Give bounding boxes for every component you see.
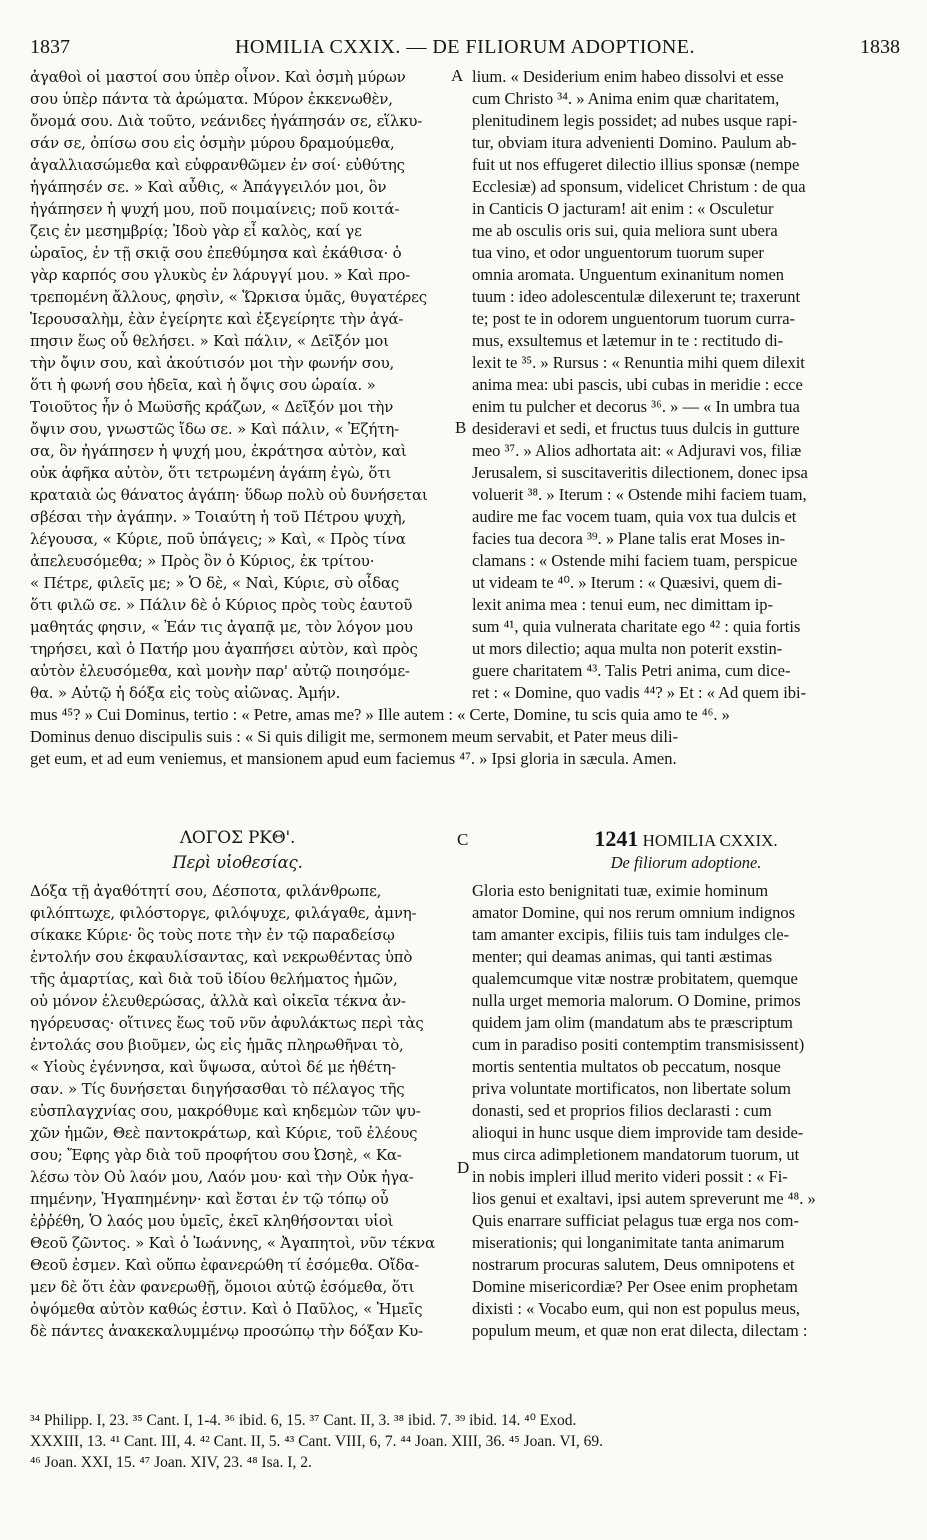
text-line: miserationis; qui longanimitate tanta animarum bbox=[472, 1233, 785, 1252]
text-line: in Canticis O jacturam! ait enim : « Osculetur bbox=[472, 199, 774, 218]
text-line: mortis sententia multatos ob peccatum, nosque bbox=[472, 1057, 781, 1076]
text-line: sum ⁴¹, quia vulnerata charitate ego ⁴² : quia fortis bbox=[472, 617, 801, 636]
text-line: ὅτι φιλῶ σε. » Πάλιν δὲ ὁ Κύριος πρὸς τοὺς ἑαυτοῦ bbox=[30, 596, 413, 614]
text-line: ἀπελευσόμεθα; » Πρὸς ὃν ὁ Κύριος, ἐκ τρίτου· bbox=[30, 552, 375, 570]
text-line: ζεις ἐν μεσημβρίᾳ; Ἰδοὺ γὰρ εἶ καλὸς, καί γε bbox=[30, 222, 362, 240]
text-line: cum in paradiso positi contemptim transmisissent) bbox=[472, 1035, 805, 1054]
text-line: ⁴⁶ Joan. XXI, 15. ⁴⁷ Joan. XIV, 23. ⁴⁸ Isa. I, 2. bbox=[30, 1454, 312, 1471]
text-line: Θεοῦ ζῶντος. » Καὶ ὁ Ἰωάννης, « Ἀγαπητοὶ, νῦν τέκνα bbox=[30, 1234, 435, 1252]
text-line: ἐντολήν σου ἐκφαυλίσαντας, καὶ νεκρωθέντας ὑπὸ bbox=[30, 948, 413, 966]
greek-section-subtitle: Περὶ υἱοθεσίας. bbox=[172, 853, 303, 872]
greek-column-body bbox=[30, 880, 445, 1342]
text-line: σίκακε Κύριε· ὃς τοὺς ποτε τὴν ἐν τῷ παραδείσῳ bbox=[30, 926, 395, 944]
text-line: quidem jam olim (mandatum abs te præscriptum bbox=[472, 1013, 793, 1032]
running-header bbox=[30, 36, 900, 64]
text-line: XXXIII, 13. ⁴¹ Cant. III, 4. ⁴² Cant. II, 5. ⁴³ Cant. VIII, 6, 7. ⁴⁴ Joan. XIII, 36. ⁴⁵ Joan. VI, 69. bbox=[30, 1433, 603, 1450]
text-line: Dominus denuo discipulis suis : « Si quis diligit me, sermonem meum servabit, et Pater meus dili- bbox=[30, 727, 679, 746]
text-line: ἀγαλλιασώμεθα καὶ εὐφρανθῶμεν ἐν σοί· εὐθύτης bbox=[30, 156, 405, 174]
text-line: mus circa adimpletionem mandatorum tuorum, ut bbox=[472, 1145, 800, 1164]
text-line: λέσω τὸν Οὐ λαόν μου, Λαόν μου· καὶ τὴν Οὐκ ἠγα- bbox=[30, 1168, 414, 1186]
text-line: ὄψιν σου, γνωστῶς ἴδω σε. » Καὶ πάλιν, « Ἐζήτη- bbox=[30, 420, 399, 438]
text-line: ἐῤῥέθη, Ὁ λαός μου ὑμεῖς, ἐκεῖ κληθήσονται υἱοὶ bbox=[30, 1212, 394, 1230]
text-line: enim tu pulcher et decorus ³⁶. » — « In umbra tua bbox=[472, 397, 800, 416]
text-line: voluerit ³⁸. » Iterum : « Ostende mihi faciem tuam, bbox=[472, 485, 807, 504]
text-line: ὡραῖος, ἐν τῇ σκιᾷ σου ἐπεθύμησα καὶ ἐκάθισα· ὁ bbox=[30, 244, 402, 262]
margin-marker-d: D bbox=[457, 1158, 470, 1177]
text-line: lexit te ³⁵. » Rursus : « Renuntia mihi quem dilexit bbox=[472, 353, 805, 372]
text-line: facies tua decora ³⁹. » Plane talis erat Moses in- bbox=[472, 529, 786, 548]
text-line: « Υἱοὺς ἐγέννησα, καὶ ὕψωσα, αὐτοὶ δέ με ἠθέτη- bbox=[30, 1058, 396, 1076]
text-line: θα. » Αὐτῷ ἡ δόξα εἰς τοὺς αἰῶνας. Ἀμήν. bbox=[30, 684, 341, 702]
full-width-lines bbox=[30, 704, 900, 770]
text-line: lium. « Desiderium enim habeo dissolvi et esse bbox=[472, 67, 784, 86]
text-line: qualemcumque vitæ nostræ probitatem, quemque bbox=[472, 969, 798, 988]
text-line: desideravi et sedi, et fructus tuus dulcis in gutture bbox=[472, 419, 800, 438]
text-line: πημένην, Ἠγαπημένην· καὶ ἔσται ἐν τῷ τόπῳ οὗ bbox=[30, 1190, 389, 1208]
margin-marker-a: A bbox=[451, 66, 464, 85]
text-line: σαν. » Τίς δυνήσεται διηγήσασθαι τὸ πέλαγος τῆς bbox=[30, 1080, 405, 1098]
text-line: tur, obviam itura advenienti Domino. Paulum ab- bbox=[472, 133, 797, 152]
text-line: Quis enarrare sufficiat pelagus tuæ erga nos com- bbox=[472, 1211, 799, 1230]
text-line: meo ³⁷. » Alios adhortata ait: « Adjuravi vos, filiæ bbox=[472, 441, 802, 460]
footnotes bbox=[30, 1411, 910, 1474]
text-line: τῆς ἁμαρτίας, καὶ διὰ τοῦ ἰδίου θελήματος ἡμῶν, bbox=[30, 970, 398, 988]
text-line: αὐτὸν ἐλευσόμεθα, καὶ μονὴν παρ' αὐτῷ ποιησόμε- bbox=[30, 662, 410, 680]
text-line: nulla urget memoria malorum. O Domine, primos bbox=[472, 991, 801, 1010]
text-line: σα, ὃν ἠγάπησεν ἡ ψυχή μου, ἐκράτησα αὐτὸν, καὶ bbox=[30, 442, 407, 460]
text-line: ἠγάπησεν ἡ ψυχή μου, ποῦ ποιμαίνεις; ποῦ κοιτά- bbox=[30, 200, 400, 218]
text-line: fuit ut nos effugeret dilectio illius sponsæ (nempe bbox=[472, 155, 800, 174]
text-line: clamans : « Ostende mihi faciem tuam, perspicue bbox=[472, 551, 798, 570]
text-line: σου ὑπὲρ πάντα τὰ ἀρώματα. Μύρον ἐκκενωθὲν, bbox=[30, 90, 393, 108]
margin-marker-b: B bbox=[455, 418, 467, 437]
text-line: σάν σε, ὀπίσω σου εἰς ὀσμὴν μύρου δραμούμεθα, bbox=[30, 134, 395, 152]
text-line: tua vino, et odor unguentorum tuorum super bbox=[472, 243, 764, 262]
text-line: populum meum, et quæ non erat dilecta, dilectam : bbox=[472, 1321, 808, 1340]
text-line: ret : « Domine, quo vadis ⁴⁴? » Et : « Ad quem ibi- bbox=[472, 683, 807, 702]
text-line: μαθητάς φησιν, « Ἐάν τις ἀγαπᾷ με, τὸν λόγον μου bbox=[30, 618, 413, 636]
text-line: Domine misericordiæ? Per Osee enim prophetam bbox=[472, 1277, 798, 1296]
text-line: menter; qui deamas animas, qui tanti æstimas bbox=[472, 947, 773, 966]
text-line: me ab osculis oris sui, quia meliora sunt ubera bbox=[472, 221, 778, 240]
text-line: anima mea: ubi pascis, ubi cubas in meridie : ecce bbox=[472, 375, 803, 394]
text-line: δὲ πάντες ἀνακεκαλυμμένῳ προσώπῳ τὴν δόξαν Κυ- bbox=[30, 1322, 423, 1340]
text-line: πησιν ἕως οὗ θελήσει. » Καὶ πάλιν, « Δεῖξόν μοι bbox=[30, 332, 389, 350]
text-line: χῶν ἡμῶν, Θεὲ παντοκράτωρ, καὶ Κύριε, τοῦ ἐλέους bbox=[30, 1124, 418, 1142]
text-line: ut mors dilectio; aqua multa non poterit exstin- bbox=[472, 639, 783, 658]
text-line: alioqui in hunc usque diem improvide tam deside- bbox=[472, 1123, 804, 1142]
text-line: φιλόπτωχε, φιλόστοργε, φιλόψυχε, φιλάγαθε, ἀμνη- bbox=[30, 904, 417, 922]
greek-section-title: ΛΟΓΟΣ ΡΚΘ'. bbox=[179, 828, 296, 848]
text-line: Gloria esto benignitati tuæ, eximie hominum bbox=[472, 881, 769, 900]
text-line: ὄνομά σου. Διὰ τοῦτο, νεάνιδες ἠγάπησάν σε, εἵλκυ- bbox=[30, 112, 423, 130]
text-line: ἐντολάς σου βιοῦμεν, ὡς εἰς ἡμᾶς πληρωθῆναι τὸ, bbox=[30, 1036, 404, 1054]
text-line: mus ⁴⁵? » Cui Dominus, tertio : « Petre, amas me? » Ille autem : « Certe, Domine, tu scis quia amo te ⁴⁶. » bbox=[30, 705, 730, 724]
text-line: κραταιὰ ὡς θάνατος ἀγάπη· ὕδωρ πολὺ οὐ δυνήσεται bbox=[30, 486, 428, 504]
text-line: εὐσπλαγχνίας σου, μακρόθυμε καὶ κηδεμὼν τῶν ψυ- bbox=[30, 1102, 421, 1120]
text-line: tuum : ideo adolescentulæ dilexerunt te; traxerunt bbox=[472, 287, 801, 306]
text-line: ὀψόμεθα αὐτὸν καθώς ἐστιν. Καὶ ὁ Παῦλος, « Ἡμεῖς bbox=[30, 1300, 423, 1318]
text-line: Ecclesiæ) ad sponsum, videlicet Christum : de qua bbox=[472, 177, 806, 196]
text-line: γὰρ καρπός σου γλυκὺς ἐν λάρυγγί μου. » Καὶ προ- bbox=[30, 266, 411, 284]
text-line: cum Christo ³⁴. » Anima enim quæ charitatem, bbox=[472, 89, 780, 108]
text-line: « Πέτρε, φιλεῖς με; » Ὁ δὲ, « Ναὶ, Κύριε, σὺ οἶδας bbox=[30, 574, 400, 592]
left-page-number: 1837 bbox=[30, 36, 70, 58]
text-line: λέγουσα, « Κύριε, ποῦ ὑπάγεις; » Καὶ, « Πρὸς τίνα bbox=[30, 530, 406, 548]
margin-marker-c: C bbox=[457, 830, 469, 849]
text-line: guere charitatem ⁴³. Talis Petri anima, cum dice- bbox=[472, 661, 791, 680]
text-line: ηγόρευσας· οἵτινες ἕως τοῦ νῦν ἀφυλάκτως περὶ τὰς bbox=[30, 1014, 424, 1032]
latin-section-number: 1241 bbox=[594, 826, 639, 851]
latin-section-title bbox=[472, 826, 900, 852]
text-line: Jerusalem, si suscitaveritis dilectionem, donec ipsa bbox=[472, 463, 808, 482]
latin-column-body bbox=[472, 880, 900, 1342]
text-line: donasti, sed et proprios filios declarasti : cum bbox=[472, 1101, 772, 1120]
text-line: nostrarum procuras salutem, Deus omnipotens et bbox=[472, 1255, 795, 1274]
text-line: amator Domine, qui nos rerum omnium indignos bbox=[472, 903, 796, 922]
text-line: mus, exsultemus et lætemur in te : rectitudo di- bbox=[472, 331, 784, 350]
text-line: Ἱερουσαλὴμ, ἐὰν ἐγείρητε καὶ ἐξεγείρητε τὴν ἀγά- bbox=[30, 310, 404, 328]
text-line: τὴν ὄψιν σου, καὶ ἀκούτισόν μοι τὴν φωνήν σου, bbox=[30, 354, 395, 372]
text-line: ut videam te ⁴⁰. » Iterum : « Quæsivi, quem di- bbox=[472, 573, 783, 592]
text-line: οὐκ ἀφῆκα αὐτὸν, ὅτι τετρωμένη ἀγάπη ἐγὼ, ὅτι bbox=[30, 464, 392, 482]
text-line: dixisti : « Vocabo eum, qui non est populus meus, bbox=[472, 1299, 801, 1318]
latin-section-subtitle: De filiorum adoptione. bbox=[610, 853, 762, 872]
text-line: priva voluntate mortificatos, non libertate solum bbox=[472, 1079, 791, 1098]
text-line: te; post te in odorem unguentorum tuorum curra- bbox=[472, 309, 796, 328]
text-line: lios genui et exaltavi, ipsi autem spreverunt me ⁴⁸. » bbox=[472, 1189, 816, 1208]
text-line: get eum, et ad eum veniemus, et mansionem apud eum faciemus ⁴⁷. » Ipsi gloria in sæcula. Amen. bbox=[30, 749, 677, 768]
text-line: ³⁴ Philipp. I, 23. ³⁵ Cant. I, 1-4. ³⁶ ibid. 6, 15. ³⁷ Cant. II, 3. ³⁸ ibid. 7. ³⁹ ibid. 14. ⁴⁰ Exod. bbox=[30, 1412, 577, 1429]
text-line: σου; Ἔφης γὰρ διὰ τοῦ προφήτου σου Ὠσηὲ, « Κα- bbox=[30, 1146, 402, 1164]
text-line: tam amanter excipis, filiis tuis tam indulges cle- bbox=[472, 925, 790, 944]
text-line: ἠγάπησέν σε. » Καὶ αὖθις, « Ἀπάγγειλόν μοι, ὃν bbox=[30, 178, 387, 196]
text-line: plenitudinem legis possidet; ad nubes usque rapi- bbox=[472, 111, 798, 130]
text-line: audire me fac vocem tuam, quia vox tua dulcis et bbox=[472, 507, 797, 526]
text-line: μεν δὲ ὅτι ἐὰν φανερωθῇ, ὅμοιοι αὐτῷ ἐσόμεθα, ὅτι bbox=[30, 1278, 415, 1296]
text-line: Θεοῦ ἐσμεν. Καὶ οὔπω ἐφανερώθη τί ἐσόμεθα. Οἴδα- bbox=[30, 1256, 420, 1274]
latin-column-top bbox=[472, 66, 900, 704]
text-line: lexit anima mea : tenui eum, nec dimittam ip- bbox=[472, 595, 774, 614]
text-line: σβέσαι τὴν ἀγάπην. » Τοιαύτη ἡ τοῦ Πέτρου ψυχὴ, bbox=[30, 508, 406, 526]
right-page-number: 1838 bbox=[860, 36, 900, 58]
text-line: in nobis impleri illud merito videri possit : « Fi- bbox=[472, 1167, 788, 1186]
text-line: τηρήσει, καὶ ὁ Πατήρ μου ἀγαπήσει αὐτὸν, καὶ πρὸς bbox=[30, 640, 418, 658]
text-line: omnia aromata. Unguentum exinanitum nomen bbox=[472, 265, 785, 284]
running-title: HOMILIA CXXIX. — DE FILIORUM ADOPTIONE. bbox=[234, 36, 696, 58]
text-line: οὐ μόνον ἐλευθερώσας, ἀλλὰ καὶ οἰκεῖα τέκνα ἀν- bbox=[30, 992, 406, 1010]
text-line: ὅτι ἡ φωνή σου ἡδεῖα, καὶ ἡ ὄψις σου ὡραία. » bbox=[30, 376, 376, 394]
text-line: Τοιοῦτος ἦν ὁ Μωϋσῆς κράζων, « Δεῖξόν μοι τὴν bbox=[30, 398, 394, 416]
greek-column-top bbox=[30, 66, 445, 704]
text-line: τρεπομένη ἄλλους, φησὶν, « Ὥρκισα ὑμᾶς, θυγατέρες bbox=[30, 288, 427, 306]
text-line: Δόξα τῇ ἀγαθότητί σου, Δέσποτα, φιλάνθρωπε, bbox=[30, 882, 382, 900]
text-line: ἀγαθοὶ οἱ μαστοί σου ὑπὲρ οἶνον. Καὶ ὀσμὴ μύρων bbox=[30, 68, 406, 86]
latin-section-heading: HOMILIA CXXIX. bbox=[642, 831, 778, 850]
